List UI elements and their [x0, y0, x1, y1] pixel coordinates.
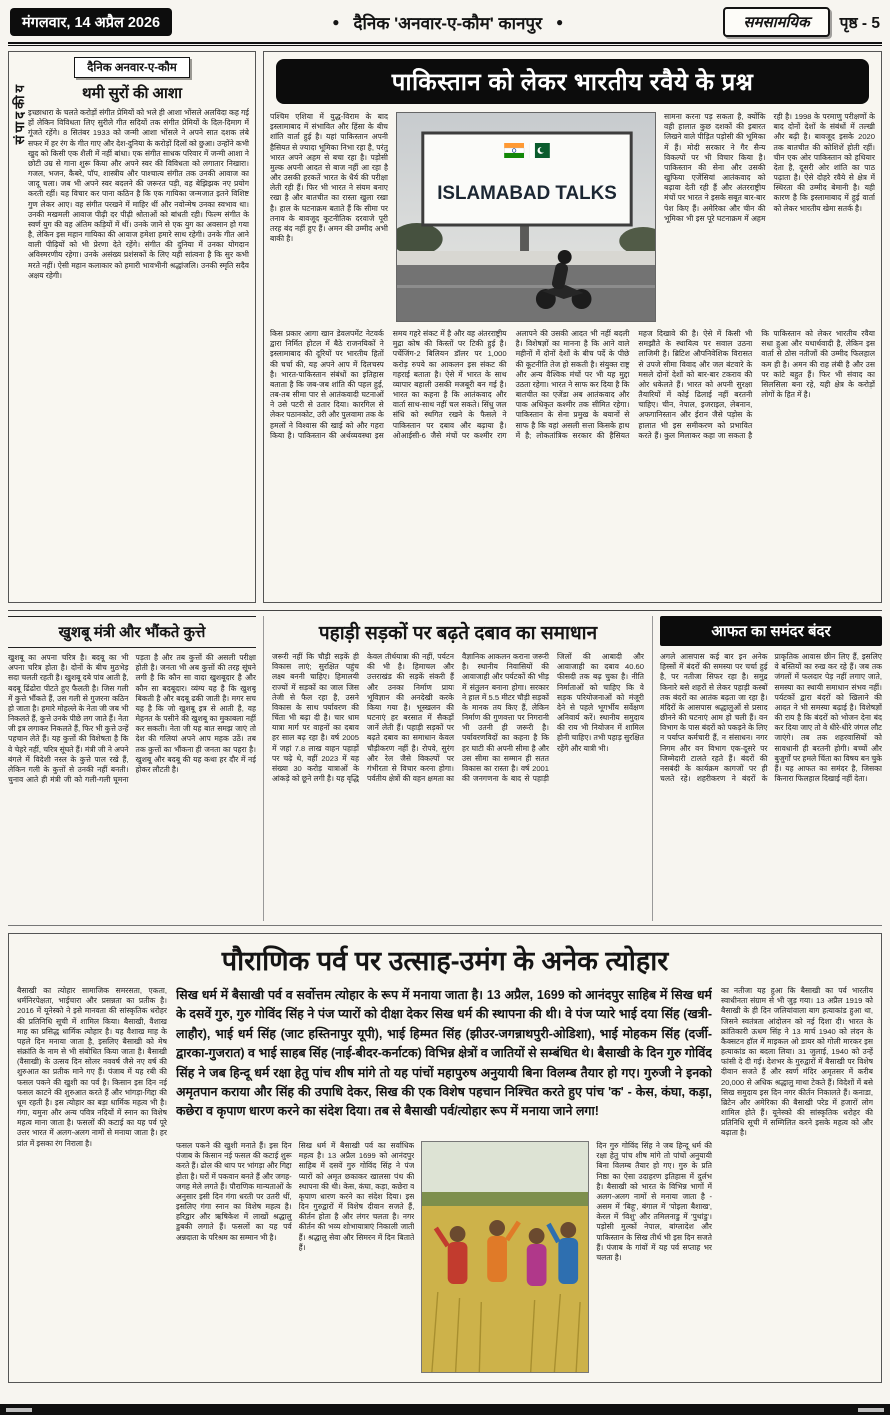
- footer-bar: [0, 1404, 890, 1415]
- satire-body: खुशबू का अपना चरित्र है। बदबू का भी अपना चरित्र होता है। दोनों के बीच मुठभेड़ सदा चलती रहती है। खुशबू दबे पांव आती है, बदबू ढिंढोरा पीटते हुए फैलती है। जिस गली में कुत्ते भौंकते हैं, उस गली से गुजरना कठिन हो जाता है। हमारे मोहल्ले के नेता जी जब भी निकलते हैं, कुत्ते उनके पीछे लग जाते हैं। नेता जी इत्र लगाकर निकलते हैं, फिर भी कुत्ते उन्हें पहचान लेते हैं। यह कुत्तों की विशेषता है कि वे चेहरे नहीं, चरित्र सूंघते हैं। मंत्री जी ने अपने बंगले में विदेशी नस्ल के कुत्ते पाल रखे हैं, लेकिन गली के कुत्तों से उनकी नहीं बनती। चुनाव आते ही मंत्री जी को गली-गली घूमना पड़ता है और तब कुत्तों की असली परीक्षा होती है। जनता भी अब कुत्तों की तरह सूंघने लगी है कि कौन सा वादा खुशबूदार है और कौन सा बदबूदार। व्यंग्य यह है कि खुशबू बिकती है और बदबू ढकी जाती है। मगर सच यह है कि जो खुशबू इत्र से आती है, वह मेहनत के पसीने की खुशबू का मुकाबला नहीं कर सकती। नेता जी यह बात समझ जाएं तो देश की गलियां अपने आप महक उठें। तब तक कुत्तों का भौंकना ही जनता का पहरा है। खुशबू और बदबू की यह कथा हर दौर में नई होकर लौटती है।: [8, 653, 256, 785]
- paper-name: दैनिक 'अनवार-ए-कौम' कानपुर: [353, 13, 543, 33]
- monkey-title: आफत का समंदर बंदर: [660, 616, 882, 646]
- lead-col-right: सामना करना पड़ सकता है, क्योंकि वही हालात कुछ दशकों की इबारत लिखने वाले पीड़ित पड़ोसी की भूमिका में हैं। मोदी सरकार ने गैर सैन्य विकल्पों पर भी विचार किया है। पाकिस्तान की सेना और उसकी खुफिया एजेंसियां आतंकवाद को बढ़ावा देती रही हैं और अंतरराष्ट्रीय मंचों पर भारत ने इसके सबूत बार-बार पेश किए हैं। अमेरिका और चीन की भूमिका भी इस पूरे घटनाक्रम में अहम रही है। 1998 के परमाणु परीक्षणों के बाद दोनों देशों के संबंधों में तल्खी और बढ़ी है। बावजूद इसके 2020 तक बातचीत की कोशिशें होती रहीं। चीन एक ओर पाकिस्तान को हथियार देता है, दूसरी ओर शांति का पाठ पढ़ाता है। ऐसे दोहरे रवैये से क्षेत्र में स्थिरता की उम्मीद बेमानी है। यही कारण है कि इस्लामाबाद में हुई वार्ता को लेकर भारतीय खेमा सतर्क है।: [664, 112, 875, 223]
- section-label: समसामयिक: [723, 7, 829, 37]
- lead-col-left: पश्चिम एशिया में युद्ध-विराम के बाद इस्लामाबाद में संभावित और हिंसा के बीच शांति वार्ता हुई है। यहां पाकिस्तान अपनी हैसियत से ज्यादा भूमिका निभा रहा है, परंतु भारत अपने अहम से बचा रहा है। पड़ोसी मुल्क अपनी आदत से बाज नहीं आ रहा है और उसकी हरकतें भारत के धैर्य की परीक्षा लेती रही हैं। फिर भी भारत ने संयम बनाए रखा है और बातचीत का रास्ता खुला रखा है। हाल के घटनाक्रम बताते हैं कि सीमा पर तनाव के बावजूद कूटनीतिक दरवाजे पूरी तरह बंद नहीं हुए हैं। अमन की उम्मीद अभी बाकी है।: [270, 112, 388, 244]
- festival-title: पौराणिक पर्व पर उत्साह-उमंग के अनेक त्योहार: [221, 946, 669, 976]
- page-number: पृष्ठ - 5: [839, 15, 880, 32]
- date-box: मंगलवार, 14 अप्रैल 2026: [10, 8, 172, 36]
- editorial-column: [8, 51, 256, 603]
- festival-col-c: दिन गुरु गोविंद सिंह ने जब हिन्दू धर्म की रक्षा हेतु पांच शीष मांगे तो पांचों अनुयायी बिना विलम्ब तैयार हो गए। गुरु के प्रति निष्ठा का ऐसा उदाहरण इतिहास में दुर्लभ है। बैसाखी को भारत के विभिन्न भागों में अलग-अलग नामों से मनाया जाता है - असम में 'बिहू', बंगाल में 'पोइला बैशाख', केरल में 'विशु' और तमिलनाडु में 'पुथांडु'। पड़ोसी मुल्कों नेपाल, बांग्लादेश और पाकिस्तान के सिख तीर्थ भी इस दिन सजते हैं। पंजाब के गांवों में यह पर्व सप्ताह भर चलता है।: [596, 1141, 713, 1262]
- corner-mark: [6, 1408, 32, 1412]
- masthead-center: [182, 11, 713, 34]
- corner-mark: [858, 1408, 884, 1412]
- lead-photo: [396, 112, 656, 322]
- lead-body: किस प्रकार आगा खान डेवलपमेंट नेटवर्क द्वारा निर्मित होटल में बैठे राजनयिकों ने इस्लामाबाद की दूरियों पर भारतीय हितों की चर्चा की, यह अपने आप में दिलचस्प है। भारत-पाकिस्तान संबंधों का इतिहास बताता है कि जब-जब शांति की पहल हुई, तब-तब सीमा पार से आतंकवादी घटनाओं ने उसे पटरी से उतार दिया। कारगिल से लेकर पठानकोट, उरी और पुलवामा तक के हमलों ने विश्वास की खाई को और गहरा किया है। पाकिस्तान की अर्थव्यवस्था इस समय गहरे संकट में है और वह अंतरराष्ट्रीय मुद्रा कोष की किस्तों पर टिकी हुई है। पर्चेजिंग-2 बिलियन डॉलर पर 1,000 करोड़ रुपये का आकलन इस संकट की गहराई बताता है। ऐसे में भारत के साथ व्यापार बहाली उसकी मजबूरी बन गई है। भारत का कहना है कि आतंकवाद और वार्ता साथ-साथ नहीं चल सकते। सिंधु जल संधि को स्थगित रखने के फैसले ने पाकिस्तान पर दबाव और बढ़ाया है। ओआईसी-6 जैसे मंचों पर कश्मीर राग अलापने की उसकी आदत भी नहीं बदली है। विशेषज्ञों का मानना है कि आने वाले महीनों में दोनों देशों के बीच पर्दे के पीछे की कूटनीति तेज हो सकती है। संयुक्त राष्ट्र और अन्य वैश्विक मंचों पर भी यह मुद्दा उठता रहेगा। भारत ने साफ कर दिया है कि बातचीत का एजेंडा अब आतंकवाद और पाक अधिकृत कश्मीर तक सीमित रहेगा। पाकिस्तान के सेना प्रमुख के बयानों से साफ है कि वहां असली सत्ता किसके हाथ में है; लोकतांत्रिक सरकार की हैसियत महज दिखावे की है। ऐसे में किसी भी समझौते के स्थायित्व पर सवाल उठना लाजिमी है। ब्रिटिश औपनिवेशिक विरासत से उपजे सीमा विवाद और जल बंटवारे के मसले दोनों देशों को बार-बार टकराव की ओर धकेलते हैं। भारत को अपनी सुरक्षा तैयारियों में कोई ढिलाई नहीं बरतनी चाहिए। चीन, नेपाल, इजराइल, लेबनान, अफगानिस्तान और ईरान जैसे पड़ोस के हालात भी इस समीकरण को प्रभावित करते हैं। कुल मिलाकर कहा जा सकता है कि पाकिस्तान को लेकर भारतीय रवैया सधा हुआ और यथार्थवादी है, लेकिन इस वार्ता से ठोस नतीजों की उम्मीद फिलहाल कम ही है। अमन की राह लंबी है और उस पर कांटे बहुत हैं। फिर भी संवाद का सिलसिला बना रहे, यही क्षेत्र के करोड़ों लोगों के हित में है।: [270, 329, 875, 440]
- treeline: [422, 1192, 588, 1206]
- editorial-title: थमी सुरों की आशा: [82, 85, 182, 102]
- editorial-masthead: दैनिक अनवार-ए-कौम: [74, 57, 189, 78]
- billboard: [423, 133, 631, 225]
- india-flag-icon: [504, 143, 524, 158]
- billboard-text: ISLAMABAD TALKS: [437, 182, 617, 205]
- pakistan-flag-icon: [530, 143, 550, 158]
- barrier: [397, 251, 655, 265]
- festival-col-a: फसल पकने की खुशी मनाते हैं। इस दिन पंजाब के किसान नई फसल की कटाई शुरू करते हैं। ढोल की थाप पर भांगड़ा और गिद्दा होता है। घरों में पकवान बनते हैं और जगह-जगह मेले लगते हैं। पौराणिक मान्यताओं के अनुसार इसी दिन गंगा धरती पर उतरी थीं, इसलिए गंगा स्नान का विशेष महत्व है। हरिद्वार और ऋषिकेश में लाखों श्रद्धालु डुबकी लगाते हैं। फसलों का यह पर्व अन्नदाता के परिश्रम का सम्मान भी है।: [176, 1141, 292, 1242]
- editorial-body: इच्छाधारा के चलते करोड़ों संगीत प्रेमियों को भले ही आशा भोंसले अलविदा कह गई हों लेकिन विविधता लिए सुरीले गीत सदियों तक संगीत प्रेमियों के दिल-दिमाग में गूंजते रहेंगे। 8 सितंबर 1933 को जन्मी आशा भोंसले ने अपने सात दशक लंबे सफर में हर रंग के गीत गाए और देश-दुनिया के करोड़ों दिलों को छुआ। उन्होंने कभी खुद को किसी एक शैली में नहीं बांधा। एक संगीत साधक परिवार में जन्मी आशा ने छोटी उम्र से गाना शुरू किया और अपने स्वर की विविधता को लगातार निखारा। गजल, भजन, कैबरे, पॉप, शास्त्रीय और पाश्चात्य संगीत तक उनकी आवाज का जादू चला। जब भी अपने स्वर बदलने की जरूरत पड़ी, वह बेझिझक नए प्रयोग करती रहीं। यह विचार कर पाना कठिन है कि एक गायिका जन्मजात इतने विशिष्ट गुण लेकर आए। वह संगीत परखने में माहिर थीं और नवोन्मेष उनका स्वभाव था। उनकी मखमली आवाज पीढ़ी दर पीढ़ी श्रोताओं को बांधती रही। फिल्म संगीत के स्वर्ण युग की वह अंतिम कड़ियों में थीं। उनके जाने से एक युग का अवसान हो गया है, लेकिन इस महान गायिका की आवाज हमेशा हमारे साथ रहेगी। उनके गीत आने वाली पीढ़ियों को भी प्रेरणा देते रहेंगे। संगीत की दुनिया में उनका योगदान अविस्मरणीय रहेगा। उनके असंख्य प्रशंसकों के लिए यही सांत्वना है कि सुर कभी मरते नहीं। ऐसी महान कलाकार को हमारी भावभीनी श्रद्धांजलि। उनकी स्मृति सदैव अक्षय रहेगी।: [28, 108, 249, 280]
- festival-lower: [176, 1141, 712, 1373]
- roads-article: [263, 616, 653, 921]
- middle-row: [8, 610, 882, 926]
- festival-intro: सिख धर्म में बैसाखी पर्व व सर्वोत्तम त्योहार के रूप में मनाया जाता है। 13 अप्रैल, 1699 को आनंदपुर साहिब में सिख धर्म के दसवें गुरु, गुरु गोविंद सिंह ने पंज प्यारों को दीक्षा देकर सिख धर्म की स्थापना की थी। वे पंज प्यारे भाई दया सिंह (खत्री-लाहौर), भाई धर्म सिंह (जाट हस्तिनापुर यूपी), भाई हिम्मत सिंह (झीउर-जगन्नाथपुरी-ओडिशा), भाई मोहकम सिंह (दर्जी-द्वारका-गुजरात) व भाई साहब सिंह (नाई-बीदर-कर्नाटक) विभिन्न क्षेत्रों व जातियों से सम्बंधित थे। बैसाखी के दिन गुरु गोविंद सिंह ने जब हिन्दू धर्म रक्षा हेतु पांच शीष मांगे तो यह पांचों महापुरुष अनुयायी बिना विलम्ब तैयार हो गए। गुरुजी ने इनको अमृतपान कराया और सिंह की उपाधि देकर, सिख की एक विशेष पहचान निश्चित करते हुए पांच 'क' - केस, कंघा, कड़ा, कछेरा व कृपाण धारण करने का संदेश दिया। तब से बैसाखी पर्व/त्योहार रूप में मनाया जाने लगा!: [176, 988, 712, 1119]
- road: [397, 265, 655, 321]
- festival-left-column: बैसाखी का त्योहार सामाजिक समरसता, एकता, धर्मनिरपेक्षता, भाईचारा और प्रसन्नता का प्रतीक है। 2016 में यूनेस्को ने इसे मानवता की सांस्कृतिक धरोहर की प्रतिनिधि सूची में शामिल किया। बैसाखी, वैशाख माह का प्रसिद्ध धार्मिक त्योहार है। यह वैशाख माह के पहले दिन मनाया जाता है, इसलिए बैसाखी को मेष संक्रांति के नाम से भी संबोधित किया जाता है। बैसाखी (वैसाखी) के उत्सव दिन सोलर नववर्ष जैसे नए वर्ष की शुरुआत का प्रतीक माने गए हैं। पंजाब में यह रबी की फसल पकने की खुशी का पर्व है। किसान इस दिन नई फसल काटने की शुरुआत करते हैं और भांगड़ा-गिद्दा की धूम रहती है। इस त्योहार का बड़ा धार्मिक महत्व भी है। गंगा, यमुना और अन्य पवित्र नदियों में स्नान का विशेष महत्व माना जाता है। फसलों की कटाई का यह पर्व पूरे उत्तर भारत में अलग-अलग नामों से मनाया जाता है। हर प्रांत में इसका रंग निराला है।: [17, 986, 167, 1148]
- festival-grid: [17, 986, 873, 1378]
- festival-col-b: सिख धर्म में बैसाखी पर्व का सर्वाधिक महत्व है। 13 अप्रैल 1699 को आनंदपुर साहिब में दसवें गुरु गोविंद सिंह ने पंज प्यारों को अमृत छकाकर खालसा पंथ की स्थापना की थी। केस, कंघा, कड़ा, कछेरा व कृपाण धारण करने का संदेश दिया। इस दिन गुरुद्वारों में विशेष दीवान सजते हैं, कीर्तन होता है और लंगर चलता है। नगर कीर्तन की भव्य शोभायात्राएं निकाली जाती हैं। श्रद्धालु सेवा और सिमरन में दिन बिताते हैं।: [298, 1141, 415, 1252]
- festival-section: [8, 933, 882, 1383]
- festival-right-column: का नतीजा यह हुआ कि बैसाखी का पर्व भारतीय स्वाधीनता संग्राम से भी जुड़ गया। 13 अप्रैल 1919 को बैसाखी के ही दिन जलियांवाला बाग हत्याकांड हुआ था, जिसने स्वतंत्रता आंदोलन को नई दिशा दी। भारत के क्रांतिकारी ऊधम सिंह ने 13 मार्च 1940 को लंदन के कैक्सटन हॉल में माइकल ओ डायर को गोली मारकर इस हत्याकांड का बदला लिया। 31 जुलाई, 1940 को उन्हें फांसी दे दी गई। देशभर के गुरुद्वारों में बैसाखी पर विशेष दीवान सजते हैं और स्वर्ण मंदिर अमृतसर में करीब 20,000 से अधिक श्रद्धालु माथा टेकते हैं। विदेशों में बसे सिख समुदाय इस दिन नगर कीर्तन निकालते हैं। कनाडा, ब्रिटेन और अमेरिका की बैसाखी परेड में हजारों लोग शामिल होते हैं। यूनेस्को की सांस्कृतिक धरोहर की प्रतिनिधि सूची में सम्मिलित करने इसके महत्व को और बढ़ाता है।: [721, 986, 873, 1138]
- festival-photo: [421, 1141, 589, 1373]
- lead-photo-art: [397, 113, 655, 321]
- road-line: [397, 285, 655, 288]
- monkey-body: अगले आसपास कई बार इन अनेक हिस्सों में बंदरों की समस्या पर चर्चा हुई है, पर नतीजा सिफर रहा है। समुद्र किनारे बसे शहरों से लेकर पहाड़ी कस्बों तक बंदरों का आतंक बढ़ता जा रहा है। मंदिरों के आसपास श्रद्धालुओं से प्रसाद छीनने की घटनाएं आम हो चली हैं। वन विभाग के पास बंदरों को पकड़ने के लिए न पर्याप्त कर्मचारी हैं, न संसाधन। नगर निगम और वन विभाग एक-दूसरे पर जिम्मेदारी टालते रहते हैं। बंदरों की नसबंदी के कार्यक्रम कागजों पर ही चलते रहे। शहरीकरण ने बंदरों के प्राकृतिक आवास छीन लिए हैं, इसलिए वे बस्तियों का रुख कर रहे हैं। जब तक जंगलों में फलदार पेड़ नहीं लगाए जाते, समस्या का स्थायी समाधान संभव नहीं। पर्यटकों द्वारा बंदरों को खिलाने की आदत ने भी समस्या बढ़ाई है। विशेषज्ञों की राय है कि बंदरों को भोजन देना बंद कर दिया जाए तो वे धीरे-धीरे जंगल लौट जाएंगे। तब तक शहरवासियों को सावधानी ही बरतनी होगी। बच्चों और बुजुर्गों पर हमले चिंता का विषय बन चुके हैं। यह आफत का समंदर है, जिसका किनारा फिलहाल दिखाई नहीं देता।: [660, 652, 882, 784]
- bullet-icon: ●: [556, 15, 564, 29]
- lead-top-block: [270, 112, 875, 322]
- monkey-article: [660, 616, 882, 921]
- sky: [422, 1142, 588, 1192]
- lead-headline: पाकिस्तान को लेकर भारतीय रवैये के प्रश्न: [276, 59, 869, 104]
- festival-middle: [176, 986, 712, 1378]
- bullet-icon: ●: [332, 15, 340, 29]
- page-content: [0, 46, 890, 1383]
- satire-article: [8, 616, 256, 921]
- festival-photo-art: [422, 1142, 588, 1372]
- satire-title: खुशबू मंत्री और भौंकते कुत्ते: [8, 616, 256, 648]
- roads-title: पहाड़ी सड़कों पर बढ़ते दबाव का समाधान: [318, 623, 598, 644]
- editorial-label: संपादकीय: [12, 82, 27, 145]
- roads-body: जरूरी नहीं कि चौड़ी सड़कें ही विकास लाएं; सुरक्षित पहुंच लक्ष्य बननी चाहिए। हिमालयी राज्यों में सड़कों का जाल जिस तेजी से फैल रहा है, उसने विकास के साथ पर्यावरण की चिंता भी बढ़ा दी है। चार धाम यात्रा मार्ग पर वाहनों का दबाव हर साल बढ़ रहा है। वर्ष 2005 में जहां 7.8 लाख वाहन पहाड़ों पर चढ़े थे, वहीं 2023 में यह संख्या 30 करोड़ यात्राओं के आंकड़े को छूने लगी है। यह वृद्धि केवल तीर्थयात्रा की नहीं, पर्यटन की भी है। हिमाचल और उत्तराखंड की सड़कें संकरी हैं और उनका निर्माण प्रायः भूविज्ञान की अनदेखी करके किया गया है। भूस्खलन की घटनाएं हर बरसात में सैकड़ों जानें लेती हैं। पहाड़ी सड़कों पर बढ़ते दबाव का समाधान केवल चौड़ीकरण नहीं है। रोपवे, सुरंग और रेल जैसे विकल्पों पर गंभीरता से विचार करना होगा। पर्वतीय क्षेत्रों की वहन क्षमता का वैज्ञानिक आकलन कराना जरूरी है। स्थानीय निवासियों की आवाजाही और पर्यटकों की भीड़ में संतुलन बनाना होगा। सरकार ने हाल में 5.5 मीटर चौड़ी सड़कों के मानक तय किए हैं, लेकिन निर्माण की गुणवत्ता पर निगरानी भी उतनी ही जरूरी है। पर्यावरणविदों का कहना है कि हर घाटी की अपनी सीमा है और उस सीमा का सम्मान ही सतत विकास का रास्ता है। वर्ष 2001 की जनगणना के बाद से पहाड़ी जिलों की आबादी और आवाजाही का दबाव 40.60 फीसदी तक बढ़ चुका है। नीति निर्माताओं को चाहिए कि वे सड़क परियोजनाओं को मंजूरी देने से पहले भूगर्भीय सर्वेक्षण अनिवार्य करें। स्थानीय समुदाय की राय भी नियोजन में शामिल होनी चाहिए। तभी पहाड़ सुरक्षित रहेंगे और यात्री भी।: [272, 652, 644, 784]
- lead-article: [263, 51, 882, 603]
- page-header: [0, 0, 890, 42]
